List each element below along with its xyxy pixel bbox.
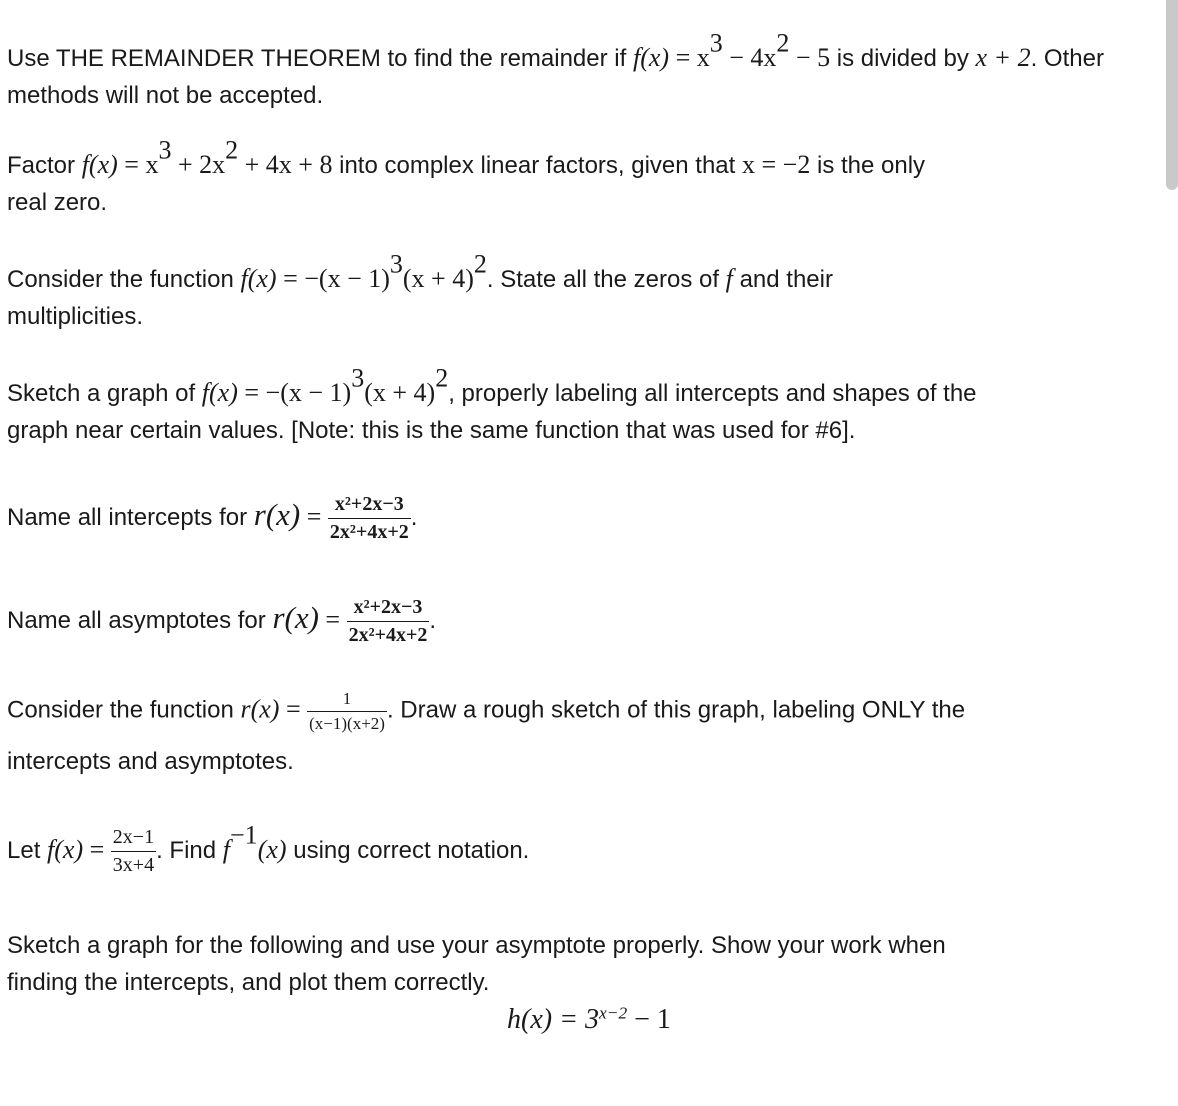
question-sketch-exponential <box>7 927 946 1001</box>
question-line: finding the intercepts, and plot them correctly. <box>7 969 490 996</box>
question-line: multiplicities. <box>7 303 144 330</box>
question-line: Factor $f(x) = x^3 + 2x^2 + 4x + 8$ into complex linear factors, given that x = −2 is the only <box>7 135 926 179</box>
question-line: Consider the function r(x) = $\frac{1}{(x-1)(x+2)}$ . Draw a rough sketch of this graph, labeling ONLY the <box>7 689 966 733</box>
question-asymptotes-rational: Name all asymptotes for r(x) = $\frac{\text{x²+2x−3}}{\text{2x²+4x+2}}$ . <box>7 596 437 646</box>
question-intercepts-rational: Name all intercepts for r(x) = $\frac{\text{x²+2x−3}}{\text{2x²+4x+2}}$ . <box>7 493 418 543</box>
rational-fraction: $\frac{1}{(x-1)(x+2)}$ <box>309 689 385 733</box>
scrollbar[interactable] <box>1166 0 1178 190</box>
rational-fraction: $\frac{\text{x²+2x−3}}{\text{2x²+4x+2}}$ <box>329 493 409 543</box>
question-remainder-theorem <box>7 28 1104 114</box>
exponential-equation: $h(x) = 3^{x-2} - 1$ <box>507 1003 671 1035</box>
question-line: intercepts and asymptotes. <box>7 748 294 776</box>
rational-fraction: $\frac{\text{x²+2x−3}}{\text{2x²+4x+2}}$ <box>348 596 428 646</box>
question-line: Use THE REMAINDER THEOREM to find the remainder if $f(x) = x^3 - 4x^2 - 5$ is divided by x + 2. Other <box>7 28 1104 72</box>
question-line: Consider the function $f(x) = -(x - 1)^3(x + 4)^2$. State all the zeros of f and their <box>7 249 833 293</box>
question-inverse-function: Let f(x) = $\frac{2x-1}{3x+4}$ . Find $f^{-1}(x)$ using correct notation. <box>7 820 530 876</box>
question-zeros-multiplicities <box>7 249 833 335</box>
question-line: real zero. <box>7 189 108 216</box>
question-line: methods will not be accepted. <box>7 82 324 109</box>
rational-fraction: $\frac{2x-1}{3x+4}$ <box>112 826 155 876</box>
question-line: graph near certain values. [Note: this is the same function that was used for #6]. <box>7 417 856 444</box>
question-factor-complex <box>7 135 926 221</box>
question-line: Sketch a graph of $f(x) = -(x - 1)^3(x + 4)^2$, properly labeling all intercepts and shapes of the <box>7 363 977 407</box>
question-line: Sketch a graph for the following and use your asymptote properly. Show your work when <box>7 932 946 959</box>
question-sketch-polynomial <box>7 363 977 449</box>
question-sketch-rational <box>7 689 965 780</box>
